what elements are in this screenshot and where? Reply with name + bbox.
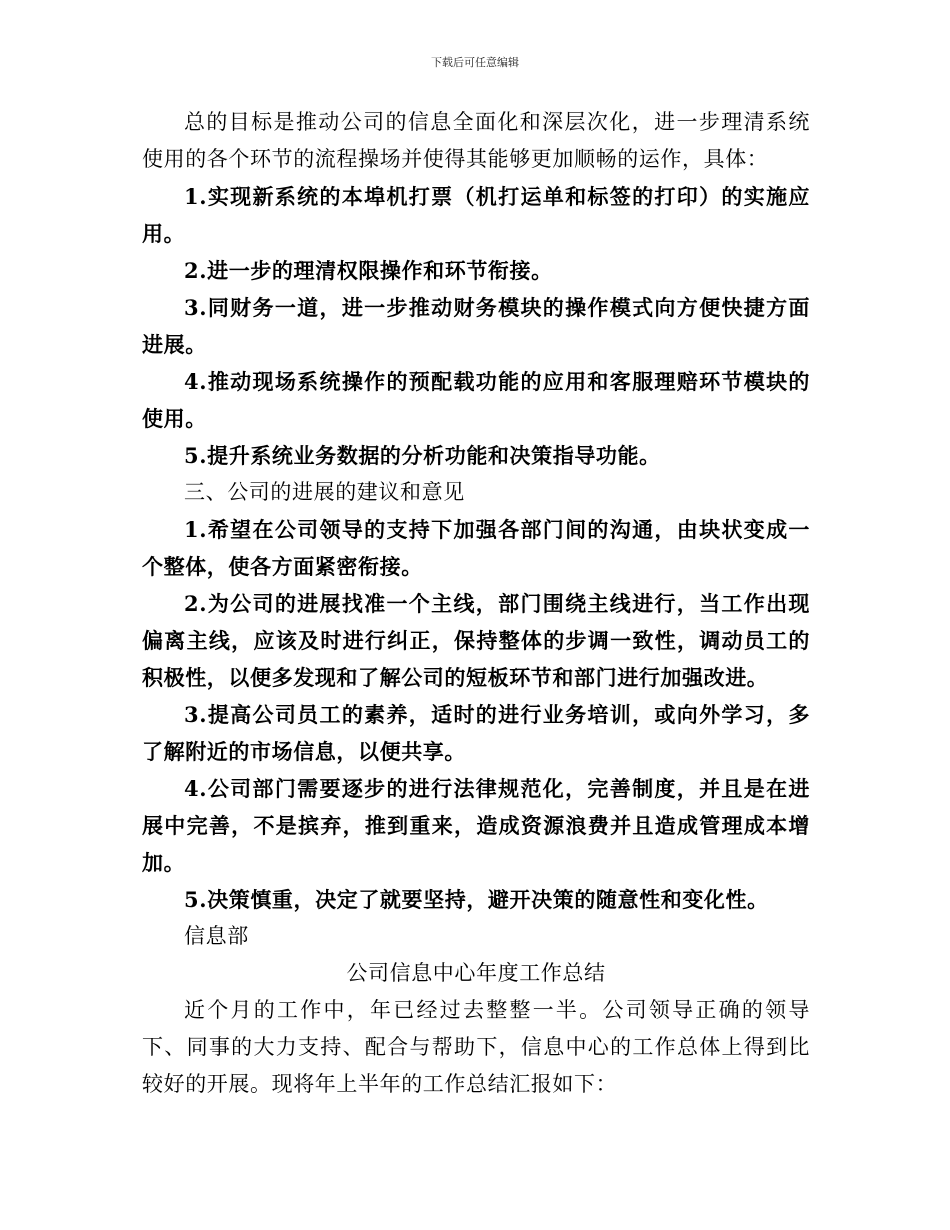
header-note: 下载后可任意编辑 [431,56,519,69]
goal-item-1: 1.实现新系统的本埠机打票（机打运单和标签的打印）的实施应用。 [142,184,810,246]
department-signature: 信息部 [184,924,249,948]
document-body [142,104,810,1103]
suggestion-item-1: 1.希望在公司领导的支持下加强各部门间的沟通，由块状变成一个整体，使各方面紧密衔接。 [142,517,810,579]
goal-item-4: 4.推动现场系统操作的预配载功能的应用和客服理赔环节模块的使用。 [142,369,810,431]
suggestion-item-3: 3.提高公司员工的素养，适时的进行业务培训，或向外学习，多了解附近的市场信息，以便共享。 [142,702,810,764]
document-title: 公司信息中心年度工作总结 [346,961,606,985]
suggestion-item-2: 2.为公司的进展找准一个主线，部门围绕主线进行，当工作出现偏离主线，应该及时进行纠正，保持整体的步调一致性，调动员工的积极性，以便多发现和了解公司的短板环节和部门进行加强改进。 [142,591,810,690]
section-heading: 三、公司的进展的建议和意见 [184,480,465,504]
goal-intro-paragraph: 总的目标是推动公司的信息全面化和深层次化，进一步理清系统使用的各个环节的流程操场并使得其能够更加顺畅的运作，具体： [142,110,810,171]
summary-intro-paragraph: 近个月的工作中，年已经过去整整一半。公司领导正确的领导下、同事的大力支持、配合与帮助下，信息中心的工作总体上得到比较好的开展。现将年上半年的工作总结汇报如下： [142,998,810,1096]
goal-item-2: 2.进一步的理清权限操作和环节衔接。 [184,258,553,283]
goal-item-3: 3.同财务一道，进一步推动财务模块的操作模式向方便快捷方面进展。 [142,295,810,357]
suggestion-item-4: 4.公司部门需要逐步的进行法律规范化，完善制度，并且是在进展中完善，不是摈弃，推到重来，造成资源浪费并且造成管理成本增加。 [142,776,810,875]
goal-item-5: 5.提升系统业务数据的分析功能和决策指导功能。 [184,443,661,468]
suggestion-item-5: 5.决策慎重，决定了就要坚持，避开决策的随意性和变化性。 [184,887,769,912]
